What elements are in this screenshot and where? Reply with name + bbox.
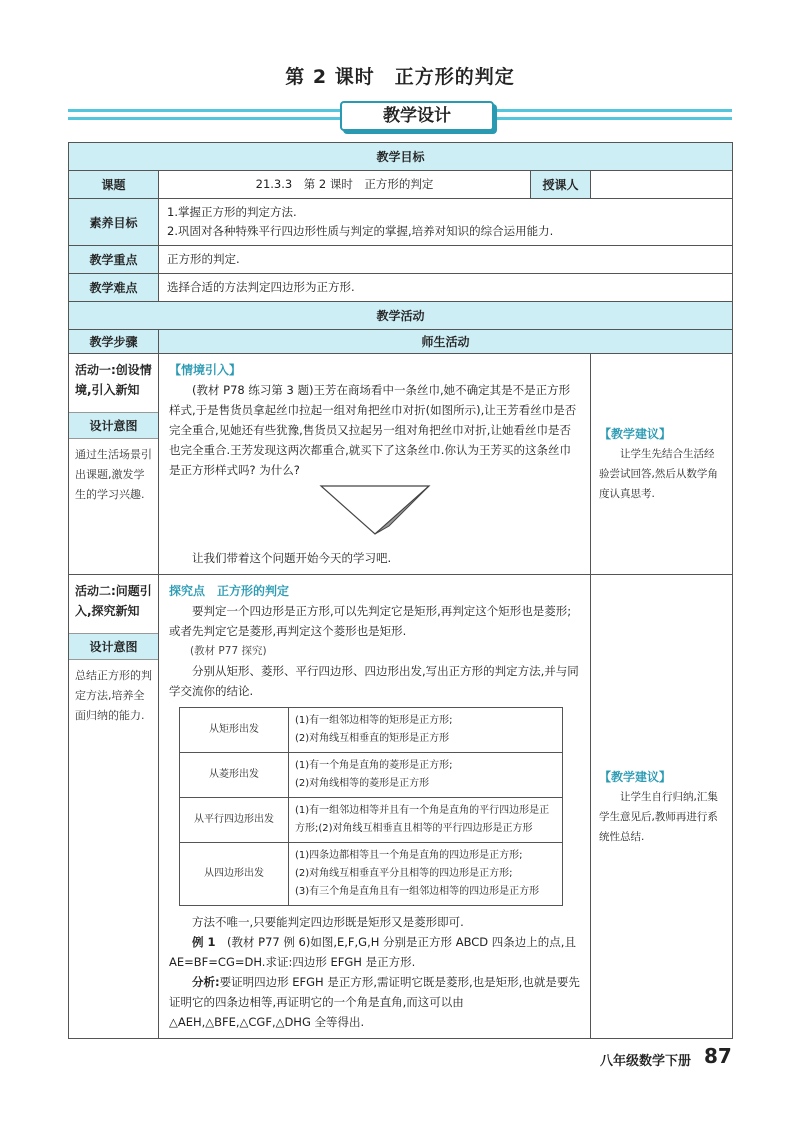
literacy-label: 素养目标 [69, 199, 159, 246]
banner [68, 100, 732, 130]
analysis [169, 972, 580, 1032]
key-value: 正方形的判定. [159, 246, 733, 274]
page-number: 87 [704, 1044, 732, 1068]
method-from: 从菱形出发 [180, 753, 289, 798]
method-item: (1)有一个角是直角的菱形是正方形; [295, 760, 453, 771]
explore-para3: 方法不唯一,只要能判定四边形既是矩形又是菱形即可. [192, 915, 464, 929]
method-row [180, 798, 563, 843]
method-item: (1)四条边都相等且一个角是直角的四边形是正方形; [295, 850, 523, 861]
method-from: 从平行四边形出发 [180, 798, 289, 843]
activity2-title: 活动二:问题引入,探究新知 [75, 584, 152, 618]
method-row [180, 708, 563, 753]
analysis-label: 分析: [192, 975, 220, 989]
suggest-tag: 【教学建议】 [599, 769, 672, 784]
situation-closing: 让我们带着这个问题开始今天的学习吧. [192, 551, 392, 565]
literacy-goals [159, 199, 733, 246]
banner-title: 教学设计 [340, 101, 494, 131]
activity2-content [159, 575, 591, 1039]
steps-label: 教学步骤 [69, 330, 159, 354]
method-item: (1)有一组邻边相等并且有一个角是直角的平行四边形是正方形;(2)对角线互相垂直且相等的平行四边形是正方形 [295, 805, 550, 834]
activity2-design-text: 总结正方形的判定方法,培养全面归纳的能力. [75, 669, 152, 722]
activity2-side [69, 575, 159, 1039]
topic-label: 课题 [69, 171, 159, 199]
activity2-design-label: 设计意图 [69, 633, 158, 660]
topic-value: 21.3.3 第 2 课时 正方形的判定 [159, 171, 531, 199]
suggest-tag: 【教学建议】 [599, 427, 672, 441]
literacy-item: 1.掌握正方形的判定方法. [167, 205, 297, 219]
situation-tag: 【情境引入】 [169, 363, 242, 377]
activity1-content [159, 354, 591, 575]
method-from: 从矩形出发 [180, 708, 289, 753]
method-items [289, 753, 563, 798]
suggest-text: 让学生自行归纳,汇集学生意见后,教师再进行系统性总结. [599, 790, 718, 843]
example [169, 932, 580, 972]
teacher-label: 授课人 [531, 171, 591, 199]
lesson-title: 第 2 课时 正方形的判定 [285, 66, 515, 88]
situation-text: (教材 P78 练习第 3 题)王芳在商场看中一条丝巾,她不确定其是不是正方形样式,于是售货员拿起丝巾拉起一组对角把丝巾对折(如图所示),让王芳看丝巾是否完全重合,见她还有些犹豫,售货员又拉起另一组对角把丝巾对折,让她看丝巾是否也完全重合.王芳发现这两次都重合,就买下了这条丝巾.你认为王芳买的这条丝巾是正方形样式吗? 为什么? [169, 383, 577, 477]
method-item: (2)对角线互相垂直平分且相等的四边形是正方形; [295, 868, 513, 879]
method-item: (1)有一组邻边相等的矩形是正方形; [295, 715, 453, 726]
example-text: (教材 P77 例 6)如图,E,F,G,H 分别是正方形 ABCD 四条边上的点,且 AE=BF=CG=DH.求证:四边形 EFGH 是正方形. [169, 935, 576, 969]
activity1-suggestion [591, 354, 733, 575]
method-row [180, 753, 563, 798]
method-item: (2)对角线相等的菱形是正方形 [295, 778, 430, 789]
activity2-suggestion [591, 575, 733, 1039]
literacy-item: 2.巩固对各种特殊平行四边形性质与判定的掌握,培养对知识的综合运用能力. [167, 224, 554, 238]
difficulty-label: 教学难点 [69, 274, 159, 302]
method-item: (2)对角线互相垂直的矩形是正方形 [295, 733, 450, 744]
activity1-design-text: 通过生活场景引出课题,激发学生的学习兴趣. [75, 448, 152, 501]
method-row [180, 843, 563, 906]
method-items [289, 708, 563, 753]
example-label: 例 1 [192, 935, 216, 949]
activities-header: 教学活动 [69, 302, 733, 330]
method-items [289, 843, 563, 906]
explore-tag: 探究点 正方形的判定 [169, 584, 290, 598]
activity1-side [69, 354, 159, 575]
methods-table [179, 707, 563, 906]
difficulty-value: 选择合适的方法判定四边形为正方形. [159, 274, 733, 302]
explore-para2: 分别从矩形、菱形、平行四边形、四边形出发,写出正方形的判定方法,并与同学交流你的结论. [169, 664, 579, 698]
activity1-design-label: 设计意图 [69, 412, 158, 439]
analysis-text: 要证明四边形 EFGH 是正方形,需证明它既是菱形,也是矩形,也就是要先证明它的四条边相等,再证明它的一个角是直角,而这可以由 △AEH,△BFE,△CGF,△DHG 全等得出. [169, 975, 580, 1029]
lesson-plan-table [68, 142, 733, 1039]
method-from: 从四边形出发 [180, 843, 289, 906]
explore-para1: 要判定一个四边形是正方形,可以先判定它是矩形,再判定这个矩形也是菱形;或者先判定它是菱形,再判定这个菱形也是矩形. [169, 604, 572, 638]
teacher-value [591, 171, 733, 199]
explore-ref: (教材 P77 探究) [190, 645, 267, 657]
scarf-figure [169, 484, 580, 542]
objectives-header: 教学目标 [69, 143, 733, 171]
method-items [289, 798, 563, 843]
suggest-text: 让学生先结合生活经验尝试回答,然后从数学角度认真思考. [599, 448, 718, 500]
activity1-title: 活动一:创设情境,引入新知 [75, 363, 152, 397]
teacher-student-label: 师生活动 [159, 330, 733, 354]
method-item: (3)有三个角是直角且有一组邻边相等的四边形是正方形 [295, 886, 540, 897]
key-label: 教学重点 [69, 246, 159, 274]
folded-scarf-icon [319, 484, 431, 536]
footer-book-title: 八年级数学下册 [600, 1054, 692, 1069]
